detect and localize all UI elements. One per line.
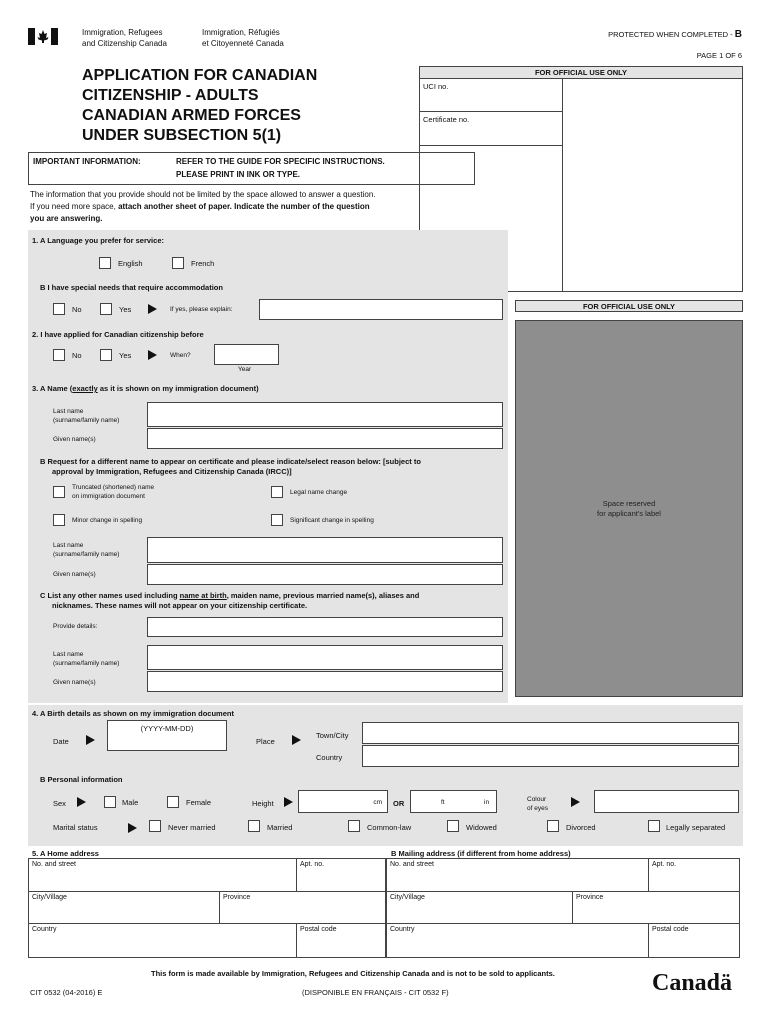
truncated-name-label: Truncated (shortened) name on immigration document [72,484,155,500]
french-label: French [191,259,215,268]
q4b-label: B Personal information [40,775,123,784]
q5b-label: B Mailing address (if different from home address) [391,849,571,858]
q1a-label: 1. A Language you prefer for service: [32,236,164,245]
protected-notice: PROTECTED WHEN COMPLETED - B [608,29,742,40]
mailing-city-field[interactable]: City/Village [386,891,573,924]
applied-before-no-checkbox[interactable] [53,349,65,361]
country-label: Country [316,753,343,762]
arrow-icon [292,735,301,745]
legal-name-change-label: Legal name change [290,489,348,496]
french-availability: (DISPONIBLE EN FRANÇAIS - CIT 0532 F) [302,988,449,997]
significant-spelling-label: Significant change in spelling [290,517,374,524]
marital-status-label: Marital status [53,823,98,832]
legally-separated-checkbox[interactable] [648,820,660,832]
legal-name-change-checkbox[interactable] [271,486,283,498]
divorced-label: Divorced [566,823,596,832]
arrow-icon [86,735,95,745]
mailing-postal-code-field[interactable]: Postal code [648,923,740,958]
uci-label: UCI no. [423,82,449,91]
arrow-icon [571,797,580,807]
birth-town-field[interactable] [362,722,739,744]
common-law-checkbox[interactable] [348,820,360,832]
home-street-field[interactable]: No. and street [28,858,297,892]
married-label: Married [267,823,293,832]
home-apt-field[interactable]: Apt. no. [296,858,386,892]
provide-details-label: Provide details: [53,623,98,630]
male-checkbox[interactable] [104,796,116,808]
canada-wordmark-logo: Canadä [652,970,733,996]
when-label: When? [170,352,191,359]
official-use-header-2: FOR OFFICIAL USE ONLY [515,300,743,312]
height-label: Height [252,799,274,808]
height-ft-in-field[interactable] [410,790,497,813]
eye-colour-label: Colour of eyes [527,796,548,812]
arrow-icon [284,797,293,807]
common-law-label: Common-law [367,823,412,832]
last-name-field[interactable] [147,402,503,427]
widowed-label: Widowed [466,823,497,832]
q3c-last-name-label: Last name (surname/family name) [53,651,120,667]
q3a-given-name-label: Given name(s) [53,436,96,443]
home-city-field[interactable]: City/Village [28,891,220,924]
special-needs-yes-checkbox[interactable] [100,303,112,315]
canada-flag-logo [28,28,58,45]
town-city-label: Town/City [316,731,349,740]
home-province-field[interactable]: Province [219,891,386,924]
married-checkbox[interactable] [248,820,260,832]
significant-spelling-checkbox[interactable] [271,514,283,526]
department-name-english: Immigration, Refugees and Citizenship Canada [82,28,167,48]
female-checkbox[interactable] [167,796,179,808]
q3b-last-name-label: Last name (surname/family name) [53,542,120,558]
department-name-french: Immigration, Réfugiés et Citoyenneté Canada [202,28,284,48]
cm-unit: cm [373,799,382,806]
certificate-last-name-field[interactable] [147,537,503,563]
arrow-icon [148,304,157,314]
widowed-checkbox[interactable] [447,820,459,832]
never-married-label: Never married [168,823,216,832]
special-needs-explain-field[interactable] [259,299,503,320]
arrow-icon [128,823,137,833]
divorced-checkbox[interactable] [547,820,559,832]
form-code: CIT 0532 (04-2016) E [30,988,103,997]
applied-year-field[interactable] [214,344,279,365]
q3b-label: B Request for a different name to appear on certificate and please indicate/select reason below: [subject to approval by Immigration, Refugees and Citizenship Canada (IRCC)] [40,457,421,476]
q3a-last-name-label: Last name (surname/family name) [53,408,120,424]
never-married-checkbox[interactable] [149,820,161,832]
french-checkbox[interactable] [172,257,184,269]
official-use-header: FOR OFFICIAL USE ONLY [420,67,742,79]
applied-before-yes-checkbox[interactable] [100,349,112,361]
mailing-country-field[interactable]: Country [386,923,649,958]
arrow-icon [148,350,157,360]
applied-before-yes-label: Yes [119,351,132,360]
minor-spelling-checkbox[interactable] [53,514,65,526]
q3a-label: 3. A Name (exactly as it is shown on my immigration document) [32,384,259,393]
certificate-given-name-field[interactable] [147,564,503,585]
mailing-apt-field[interactable]: Apt. no. [648,858,740,892]
form-title: APPLICATION FOR CANADIAN CITIZENSHIP - ADULTS CANADIAN ARMED FORCES UNDER SUBSECTION 5(1) [82,67,318,144]
other-names-details-field[interactable] [147,617,503,637]
in-unit: in [484,799,490,806]
important-information-box: IMPORTANT INFORMATION: REFER TO THE GUIDE FOR SPECIFIC INSTRUCTIONS. PLEASE PRINT IN INK OR TYPE. [28,152,475,185]
place-label: Place [256,737,275,746]
english-label: English [118,259,143,268]
ft-unit: ft [441,799,445,806]
applied-before-no-label: No [72,351,82,360]
legally-separated-label: Legally separated [666,823,726,832]
or-label: OR [393,799,405,808]
footer-notice: This form is made available by Immigration, Refugees and Citizenship Canada and is not to be sold to applicants. [151,969,555,978]
given-name-field[interactable] [147,428,503,449]
birth-country-field[interactable] [362,745,739,767]
mailing-street-field[interactable]: No. and street [386,858,649,892]
arrow-icon [77,797,86,807]
date-format-hint: (YYYY-MM-DD) [140,724,194,733]
certificate-label: Certificate no. [423,115,470,124]
intro-text: The information that you provide should not be limited by the space allowed to answer a question. If you need more space, attach another sheet of paper. Indicate the number of the question you are answering. [30,190,376,223]
q5a-label: 5. A Home address [32,849,99,858]
q4a-label: 4. A Birth details as shown on my immigration document [32,709,234,718]
home-postal-code-field[interactable]: Postal code [296,923,386,958]
date-label: Date [53,737,69,746]
q2-label: 2. I have applied for Canadian citizenship before [32,330,204,339]
q1b-label: B I have special needs that require accommodation [40,283,223,292]
special-needs-yes-label: Yes [119,305,132,314]
q3c-given-name-label: Given name(s) [53,679,96,686]
home-country-field[interactable]: Country [28,923,297,958]
eye-colour-field[interactable] [594,790,739,813]
english-checkbox[interactable] [99,257,111,269]
female-label: Female [186,798,212,807]
other-given-name-field[interactable] [147,671,503,692]
special-needs-no-checkbox[interactable] [53,303,65,315]
minor-spelling-label: Minor change in spelling [72,517,143,524]
q3c-label: C List any other names used including name at birth, maiden name, previous married name(s), aliases and nicknames. These names will not appear on your citizenship certificate. [40,591,420,610]
birth-date-field[interactable] [107,720,227,751]
special-needs-no-label: No [72,305,82,314]
year-label: Year [238,366,252,373]
explain-label: If yes, please explain: [170,306,233,313]
q3b-given-name-label: Given name(s) [53,571,96,578]
sex-label: Sex [53,799,66,808]
page-number: PAGE 1 OF 6 [696,51,742,60]
truncated-name-checkbox[interactable] [53,486,65,498]
other-last-name-field[interactable] [147,645,503,670]
mailing-province-field[interactable]: Province [572,891,740,924]
male-label: Male [122,798,139,807]
applicant-label-area: Space reserved for applicant's label [515,320,743,697]
height-cm-field[interactable] [298,790,388,813]
